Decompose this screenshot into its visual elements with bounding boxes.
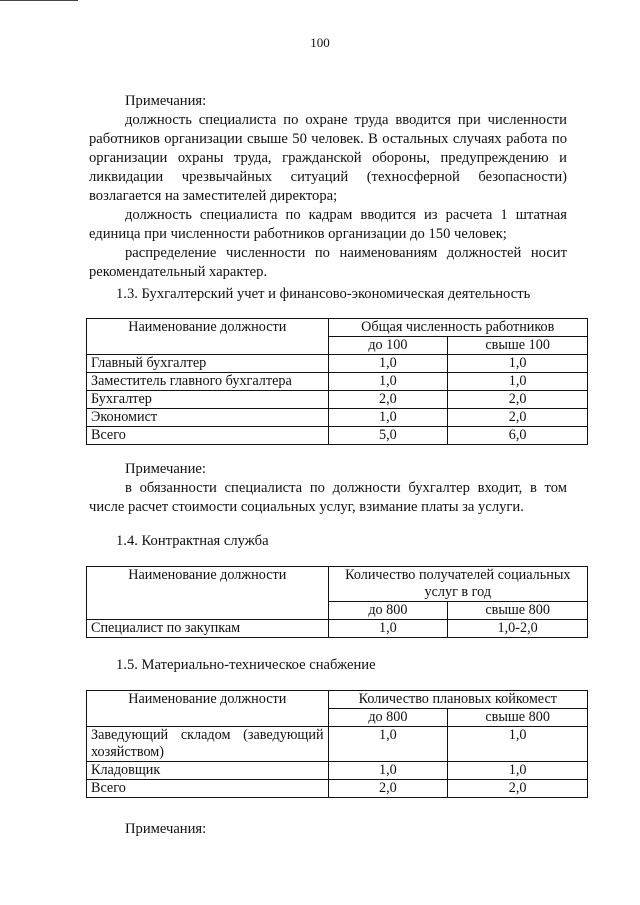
note-line: работников организации свыше 50 человек. В остальных случаях работа по: [89, 131, 567, 147]
header-position: Наименование должности: [87, 319, 329, 355]
value-col-2: 2,0: [448, 391, 588, 409]
page-number: 100: [310, 35, 330, 50]
position-name-line: Заведующий складом (заведующий: [91, 727, 324, 743]
header-col-1: до 800: [328, 709, 448, 727]
value-col-1: 1,0: [328, 762, 448, 780]
note-line: возлагается на заместителей директора;: [89, 188, 338, 204]
header-col-2: свыше 100: [448, 337, 588, 355]
position-name: Главный бухгалтер: [87, 355, 329, 373]
header-group: Количество плановых койкомест: [328, 691, 587, 709]
position-name-line: хозяйством): [91, 744, 164, 760]
note-paragraph-accounting: [89, 479, 567, 517]
position-name: Заместитель главного бухгалтера: [87, 373, 329, 391]
note-line: ликвидации чрезвычайных ситуаций (техносферной безопасности): [89, 169, 567, 185]
value-col-2: 2,0: [448, 780, 588, 798]
value-col-2: 1,0: [448, 727, 588, 762]
note-paragraph-2: [89, 206, 567, 244]
header-group: Общая численность работников: [328, 319, 587, 337]
header-col-2: свыше 800: [448, 709, 588, 727]
table-row: [87, 620, 588, 638]
header-position: Наименование должности: [87, 567, 329, 620]
position-name: [87, 727, 329, 762]
note-line: числе расчет стоимости социальных услуг, взимание платы за услуги.: [89, 499, 524, 515]
position-name: Всего: [87, 780, 329, 798]
header-col-2: свыше 800: [448, 602, 588, 620]
position-name: Всего: [87, 427, 329, 445]
position-name: Экономист: [87, 409, 329, 427]
header-position: Наименование должности: [87, 691, 329, 727]
header-group: [328, 567, 587, 602]
value-col-1: 1,0: [328, 409, 448, 427]
note-line: организации охраны труда, гражданской обороны, предупреждению и: [89, 150, 567, 166]
header-rule: [0, 0, 78, 1]
value-col-2: 1,0: [448, 355, 588, 373]
position-name: Специалист по закупкам: [87, 620, 329, 638]
value-col-1: 1,0: [328, 727, 448, 762]
notes-heading: Примечания:: [125, 93, 207, 109]
note-line: рекомендательный характер.: [89, 264, 268, 280]
header-group-line: услуг в год: [424, 584, 492, 600]
value-col-1: 1,0: [328, 620, 448, 638]
note-heading: Примечание:: [125, 461, 206, 477]
section-title-1-3: 1.3. Бухгалтерский учет и финансово-экономическая деятельность: [116, 286, 531, 302]
section-title-1-5: 1.5. Материально-техническое снабжение: [116, 657, 376, 673]
section-title-1-4: 1.4. Контрактная служба: [116, 533, 269, 549]
header-col-1: до 100: [328, 337, 448, 355]
value-col-1: 1,0: [328, 373, 448, 391]
table-row: [87, 355, 588, 373]
table-supply: [86, 690, 588, 798]
note-paragraph-1: [89, 111, 567, 206]
table-accounting: [86, 318, 588, 445]
position-name: Бухгалтер: [87, 391, 329, 409]
value-col-2: 2,0: [448, 409, 588, 427]
header-group-line: Количество получателей социальных: [345, 567, 571, 583]
table-row: [87, 391, 588, 409]
table-row: [87, 762, 588, 780]
header-col-1: до 800: [328, 602, 448, 620]
notes-heading-bottom: Примечания:: [125, 821, 207, 837]
position-name: Кладовщик: [87, 762, 329, 780]
value-col-2: 1,0: [448, 373, 588, 391]
table-contract: [86, 566, 588, 638]
value-col-1: 1,0: [328, 355, 448, 373]
note-line: единица при численности работников организации до 150 человек;: [89, 226, 507, 242]
value-col-2: 1,0-2,0: [448, 620, 588, 638]
table-row: [87, 780, 588, 798]
value-col-1: 2,0: [328, 780, 448, 798]
value-col-2: 6,0: [448, 427, 588, 445]
table-row: [87, 409, 588, 427]
value-col-1: 5,0: [328, 427, 448, 445]
table-row: [87, 427, 588, 445]
value-col-1: 2,0: [328, 391, 448, 409]
table-row: [87, 373, 588, 391]
note-line: распределение численности по наименованиям должностей носит: [125, 245, 567, 261]
note-paragraph-3: [89, 244, 567, 282]
note-line: должность специалиста по кадрам вводится из расчета 1 штатная: [125, 207, 567, 223]
value-col-2: 1,0: [448, 762, 588, 780]
note-line: в обязанности специалиста по должности бухгалтер входит, в том: [125, 480, 567, 496]
note-line: должность специалиста по охране труда вводится при численности: [125, 112, 567, 128]
table-row: [87, 727, 588, 762]
